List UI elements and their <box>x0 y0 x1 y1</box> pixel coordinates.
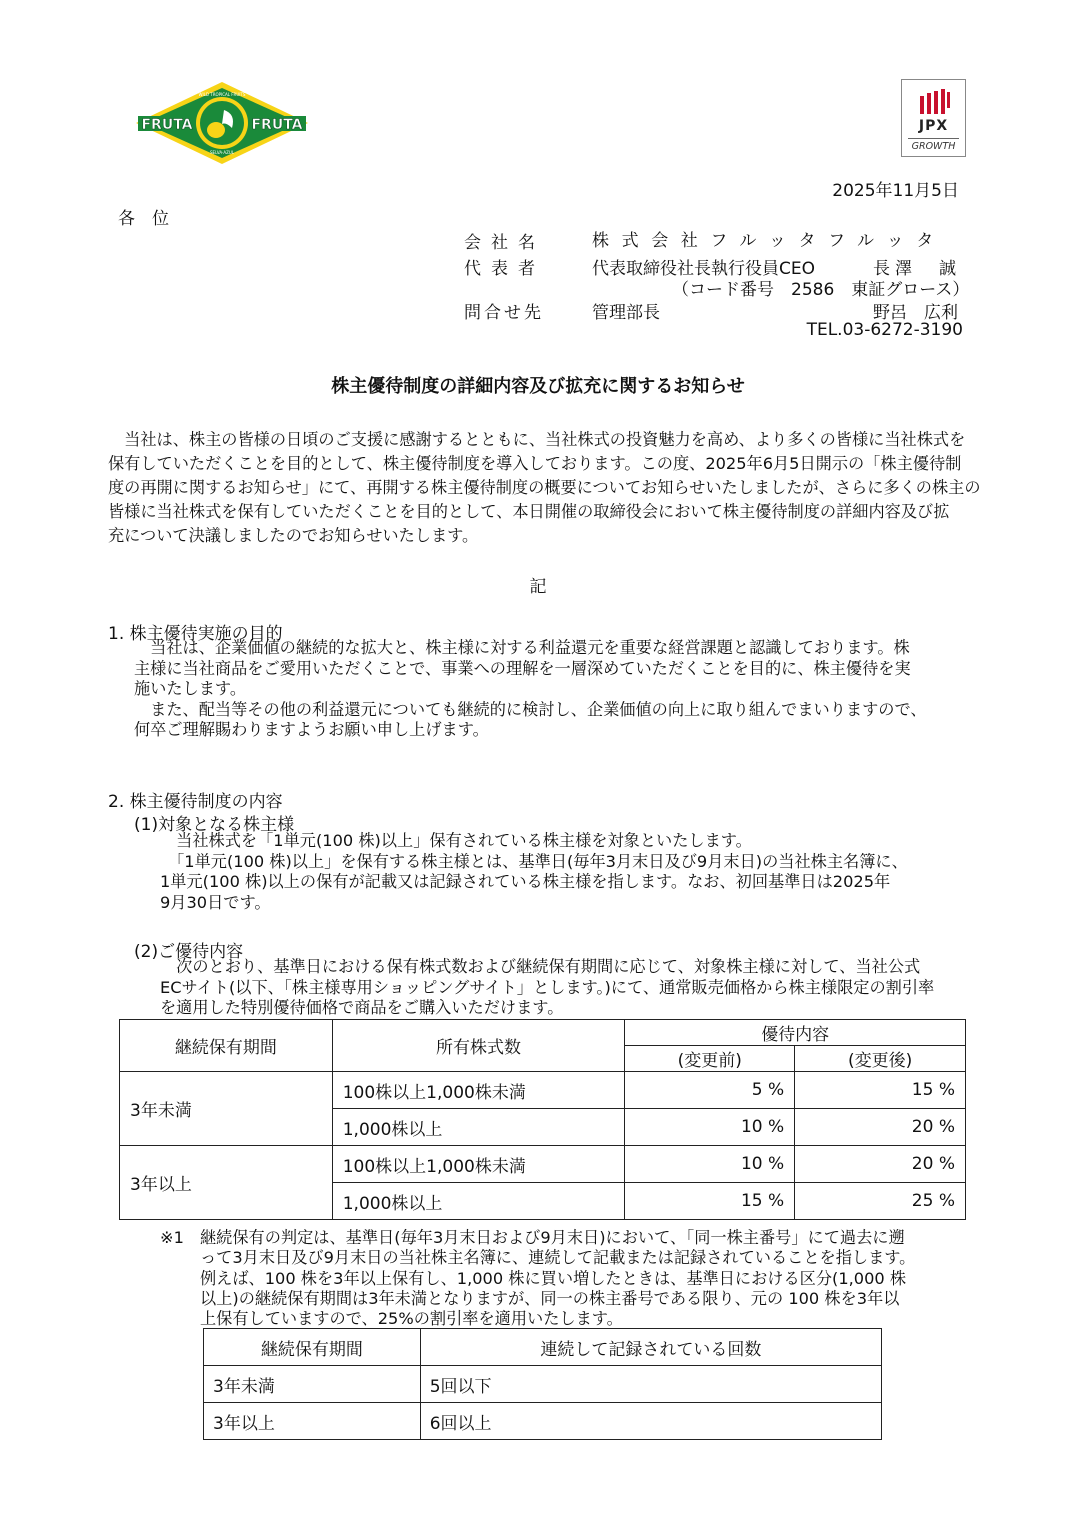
sub1-line: 9月30日です。 <box>160 892 271 912</box>
header-after: (変更後) <box>795 1046 966 1072</box>
note1-line: 以上)の継続保有期間は3年未満となりますが、同一の株主番号である限り、元の 100 株を3年以 <box>200 1288 900 1308</box>
header-count: 連続して記録されている回数 <box>420 1329 881 1366</box>
shares-cell: 100株以上1,000株未満 <box>332 1146 625 1183</box>
period-cell: 3年以上 <box>120 1146 333 1220</box>
table-row <box>120 1146 966 1183</box>
intro-line: 当社は、株主の皆様の日頃のご支援に感謝するとともに、当社株式の投資魅力を高め、より多くの皆様に当社株式を <box>108 430 966 449</box>
period-cell: 3年未満 <box>204 1366 421 1403</box>
benefit-table <box>119 1019 966 1220</box>
logo-text-right: FRUTA <box>251 117 303 133</box>
section1-body <box>134 638 1004 741</box>
after-cell: 15 % <box>795 1072 966 1109</box>
section1-line: また、配当等その他の利益還元についても継続的に検討し、企業価値の向上に取り組んでまいりますので、 <box>134 699 927 719</box>
sub1-line: 「1単元(100 株)以上」を保有する株主様とは、基準日(毎年3月末日及び9月末日)の当社株主名簿に、 <box>160 851 908 871</box>
intro-line: 充について決議しましたのでお知らせいたします。 <box>108 526 479 545</box>
sub1-line: 1単元(100 株)以上の保有が記載又は記録されている株主様を指します。なお、初回基準日は2025年 <box>160 872 891 891</box>
holding-count-table <box>203 1328 882 1440</box>
page-title: 株主優待制度の詳細内容及び拡充に関するお知らせ <box>331 376 745 397</box>
before-cell: 10 % <box>625 1146 795 1183</box>
section2-sub2-heading: (2)ご優待内容 <box>134 942 244 962</box>
section2-sub1-body <box>160 831 1030 913</box>
sub1-line: 当社株式を「1単元(100 株)以上」保有されている株主様を対象といたします。 <box>160 831 752 850</box>
note1-mark: ※1 <box>160 1228 184 1247</box>
header-shares: 所有株式数 <box>332 1020 625 1072</box>
jpx-name: JPX <box>918 118 949 134</box>
header-period: 継続保有期間 <box>120 1020 333 1072</box>
table-header-row <box>204 1329 882 1366</box>
note1-line: 例えば、100 株を3年以上保有し、1,000 株に買い増したときは、基準日における区分(1,000 株 <box>200 1268 907 1288</box>
header-before: (変更前) <box>625 1046 795 1072</box>
company-label: 会社名 <box>464 233 545 253</box>
period-cell: 3年以上 <box>204 1403 421 1440</box>
contact-name: 野呂 広利 <box>873 303 958 323</box>
note1-line: って3月末日及び9月末日の当社株主名簿に、連続して記載または記録されていることを指します。 <box>200 1248 916 1268</box>
fruta-fruta-logo <box>134 80 310 166</box>
representative-title: 代表取締役社長執行役員CEO <box>592 259 815 279</box>
company-name: 株式会社フルッタフルッタ <box>592 231 946 251</box>
section1-line: 何卒ご理解賜わりますようお願い申し上げます。 <box>134 720 489 739</box>
sub2-line: を適用した特別優待価格で商品をご購入いただけます。 <box>160 998 564 1017</box>
sub2-line: 次のとおり、基準日における保有株式数および継続保有期間に応じて、対象株主様に対して、当社公式 <box>160 957 921 976</box>
representative-label: 代表者 <box>464 259 545 279</box>
table-row <box>204 1366 882 1403</box>
section1-line: 施いたします。 <box>134 679 247 698</box>
logo-arc-text: WILD TROPICAL FRUITS <box>198 92 246 97</box>
intro-line: 保有していただくことを目的として、株主優待制度を導入しております。この度、2025年6月5日開示の「株主優待制 <box>108 454 962 473</box>
logo-text-left: FRUTA <box>141 117 193 133</box>
intro-paragraph <box>108 428 981 548</box>
section1-line: 主様に当社商品をご愛用いただくことで、事業への理解を一層深めていただくことを目的に、株主優待を実 <box>134 658 911 678</box>
note1-line: 上保有していますので、25%の割引率を適用いたします。 <box>200 1309 623 1329</box>
table-row <box>120 1072 966 1109</box>
section2-sub2-body <box>160 957 1030 1019</box>
header-benefit: 優待内容 <box>625 1020 966 1046</box>
period-cell: 3年未満 <box>120 1072 333 1146</box>
count-cell: 6回以上 <box>420 1403 881 1440</box>
contact-title: 管理部長 <box>592 303 660 323</box>
table-header-row <box>120 1020 966 1046</box>
recipient: 各 位 <box>118 209 169 229</box>
representative-name: 長澤 誠 <box>873 259 961 279</box>
jpx-growth-logo <box>901 79 966 157</box>
header-period: 継続保有期間 <box>204 1329 421 1366</box>
note1-body <box>200 1228 1070 1329</box>
after-cell: 20 % <box>795 1109 966 1146</box>
shares-cell: 1,000株以上 <box>332 1109 625 1146</box>
note1-line: 継続保有の判定は、基準日(毎年3月末日および9月末日)において、「同一株主番号」にて過去に遡 <box>200 1228 905 1247</box>
stock-code: （コード番号 2586 東証グロース） <box>672 280 970 300</box>
section1-heading: 1. 株主優待実施の目的 <box>108 624 283 644</box>
intro-line: 皆様に当社株式を保有していただくことを目的として、本日開催の取締役会において株主優待制度の詳細内容及び拡 <box>108 502 950 521</box>
section2-sub1-heading: (1)対象となる株主様 <box>134 815 295 835</box>
contact-tel: TEL.03-6272-3190 <box>806 320 963 340</box>
ki-marker: 記 <box>529 577 547 597</box>
after-cell: 20 % <box>795 1146 966 1183</box>
intro-line: 度の再開に関するお知らせ」にて、再開する株主優待制度の概要についてお知らせいたしましたが、さらに多くの株主の <box>108 478 981 497</box>
after-cell: 25 % <box>795 1183 966 1220</box>
before-cell: 10 % <box>625 1109 795 1146</box>
before-cell: 15 % <box>625 1183 795 1220</box>
before-cell: 5 % <box>625 1072 795 1109</box>
shares-cell: 100株以上1,000株未満 <box>332 1072 625 1109</box>
contact-label: 問合せ先 <box>464 303 544 323</box>
section1-line: 当社は、企業価値の継続的な拡大と、株主様に対する利益還元を重要な経営課題と認識しております。株 <box>134 638 910 657</box>
release-date: 2025年11月5日 <box>832 181 959 201</box>
jpx-bars-icon <box>919 88 951 116</box>
jpx-segment: GROWTH <box>911 141 956 152</box>
section2-heading: 2. 株主優待制度の内容 <box>108 792 283 812</box>
logo-bottom-text: SELVA·AZUL <box>210 150 234 155</box>
sub2-line: ECサイト(以下、「株主様専用ショッピングサイト」とします。)にて、通常販売価格から株主様限定の割引率 <box>160 977 935 997</box>
count-cell: 5回以下 <box>420 1366 881 1403</box>
table-row <box>204 1403 882 1440</box>
shares-cell: 1,000株以上 <box>332 1183 625 1220</box>
jpx-divider <box>908 138 959 139</box>
